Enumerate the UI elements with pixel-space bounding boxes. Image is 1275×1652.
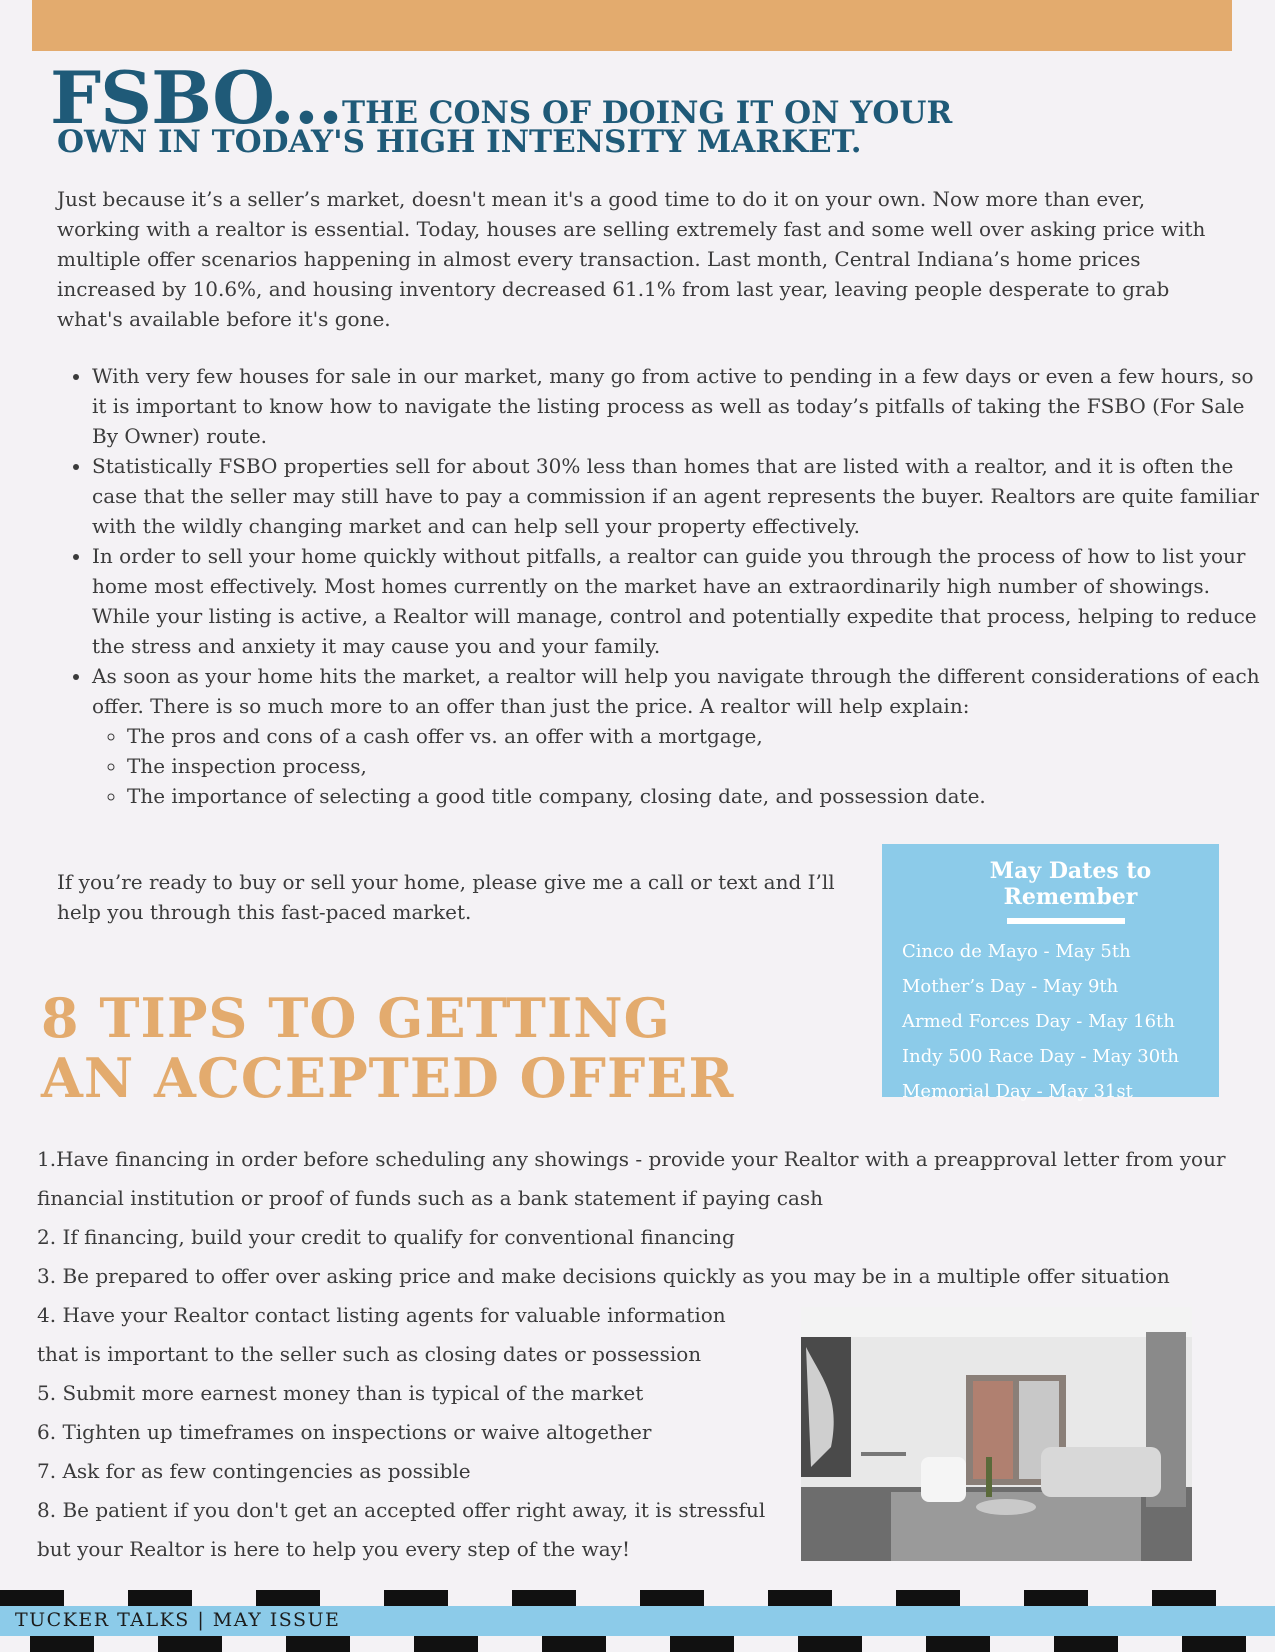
bullet-item: • With very few houses for sale in our market, many go from active to pending in a few days or even a few hours, so it is important to know how to navigate the listing process as well as today’s pitfalls of taking the FSBO (For Sale By Owner) route. [92,361,1262,451]
date-item: Indy 500 Race Day - May 30th [902,1046,1179,1067]
footer-issue-label: TUCKER TALKS | MAY ISSUE [15,1609,341,1631]
tips-heading-line1: 8 TIPS TO GETTING [41,986,671,1050]
tips-heading-line2: AN ACCEPTED OFFER [41,1046,735,1110]
tip-item: 1.Have financing in order before scheduling any showings - provide your Realtor with a preapproval letter from your financial institution or proof of funds such as a bank statement if paying cash [37,1147,1226,1210]
sub-bullet-list [92,721,1262,811]
date-item: Armed Forces Day - May 16th [902,1011,1175,1032]
date-item: Cinco de Mayo - May 5th [902,941,1131,962]
bullet-item: • In order to sell your home quickly without pitfalls, a realtor can guide you through the process of how to list your home most effectively. Most homes currently on the market have an extraordinarily high number of showings. While your listing is active, a Realtor will manage, control and potentially expedite that process, helping to reduce the stress and anxiety it may cause you and your family. [92,541,1262,661]
dates-title-underline [1007,918,1125,924]
date-item: Mother’s Day - May 9th [902,976,1119,997]
date-item: Memorial Day - May 31st [902,1081,1133,1102]
bullet-item: • Statistically FSBO properties sell for about 30% less than homes that are listed with a realtor, and it is often the case that the seller may still have to pay a commission if an agent represents the buyer. Realtors are quite familiar with the wildly changing market and can help sell your property effectively. [92,451,1262,541]
tip-item: 5. Submit more earnest money than is typical of the market [37,1381,644,1405]
dates-list [902,934,1219,1109]
dates-title: May Dates to Remember [989,858,1152,910]
headline-fsbo: FSBO... [50,55,343,140]
living-room-photo [801,1307,1192,1561]
may-dates-box [882,844,1219,1102]
sub-bullet-item: ◦ The inspection process, [127,751,1262,781]
footer-checker-top [0,1590,1275,1606]
sub-bullet-item: ◦ The importance of selecting a good title company, closing date, and possession date. [127,781,1262,811]
tip-item: 3. Be prepared to offer over asking price and make decisions quickly as you may be in a multiple offer situation [37,1264,1170,1288]
tip-item: 2. If financing, build your credit to qualify for conventional financing [37,1225,735,1249]
cons-bullet-list [57,361,1262,811]
headline-line1: THE CONS OF DOING IT ON YOUR [342,95,953,131]
tip-item: 8. Be patient if you don't get an accepted offer right away, it is stressful but your Realtor is here to help you every step of the way! [37,1498,766,1561]
tips-heading [41,988,734,1108]
tip-item: 4. Have your Realtor contact listing agents for valuable information that is important to the seller such as closing dates or possession [37,1303,726,1366]
call-to-action: If you’re ready to buy or sell your home, please give me a call or text and I’ll help you through this fast-paced market. [57,870,835,924]
bullet-item-text: As soon as your home hits the market, a realtor will help you navigate through the different considerations of each offer. There is so much more to an offer than just the price. A realtor will help explain: [92,664,1260,718]
headline [50,55,1230,160]
tip-item: 6. Tighten up timeframes on inspections or waive altogether [37,1420,652,1444]
intro-paragraph: Just because it’s a seller’s market, doesn't mean it's a good time to do it on your own. Now more than ever, working with a realtor is essential. Today, houses are selling extremely fast and some well over asking price with multiple offer scenarios happening in almost every transaction. Last month, Central Indiana’s home prices increased by 10.6%, and housing inventory decreased 61.1% from last year, leaving people desperate to grab what's available before it's gone. [57,187,1206,331]
living-room-illustration [801,1307,1192,1561]
top-accent-bar [32,0,1232,51]
sub-bullet-item: ◦ The pros and cons of a cash offer vs. an offer with a mortgage, [127,721,1262,751]
headline-line2: OWN IN TODAY'S HIGH INTENSITY MARKET. [57,124,862,160]
tip-item: 7. Ask for as few contingencies as possible [37,1459,471,1483]
bullet-item [92,661,1262,811]
